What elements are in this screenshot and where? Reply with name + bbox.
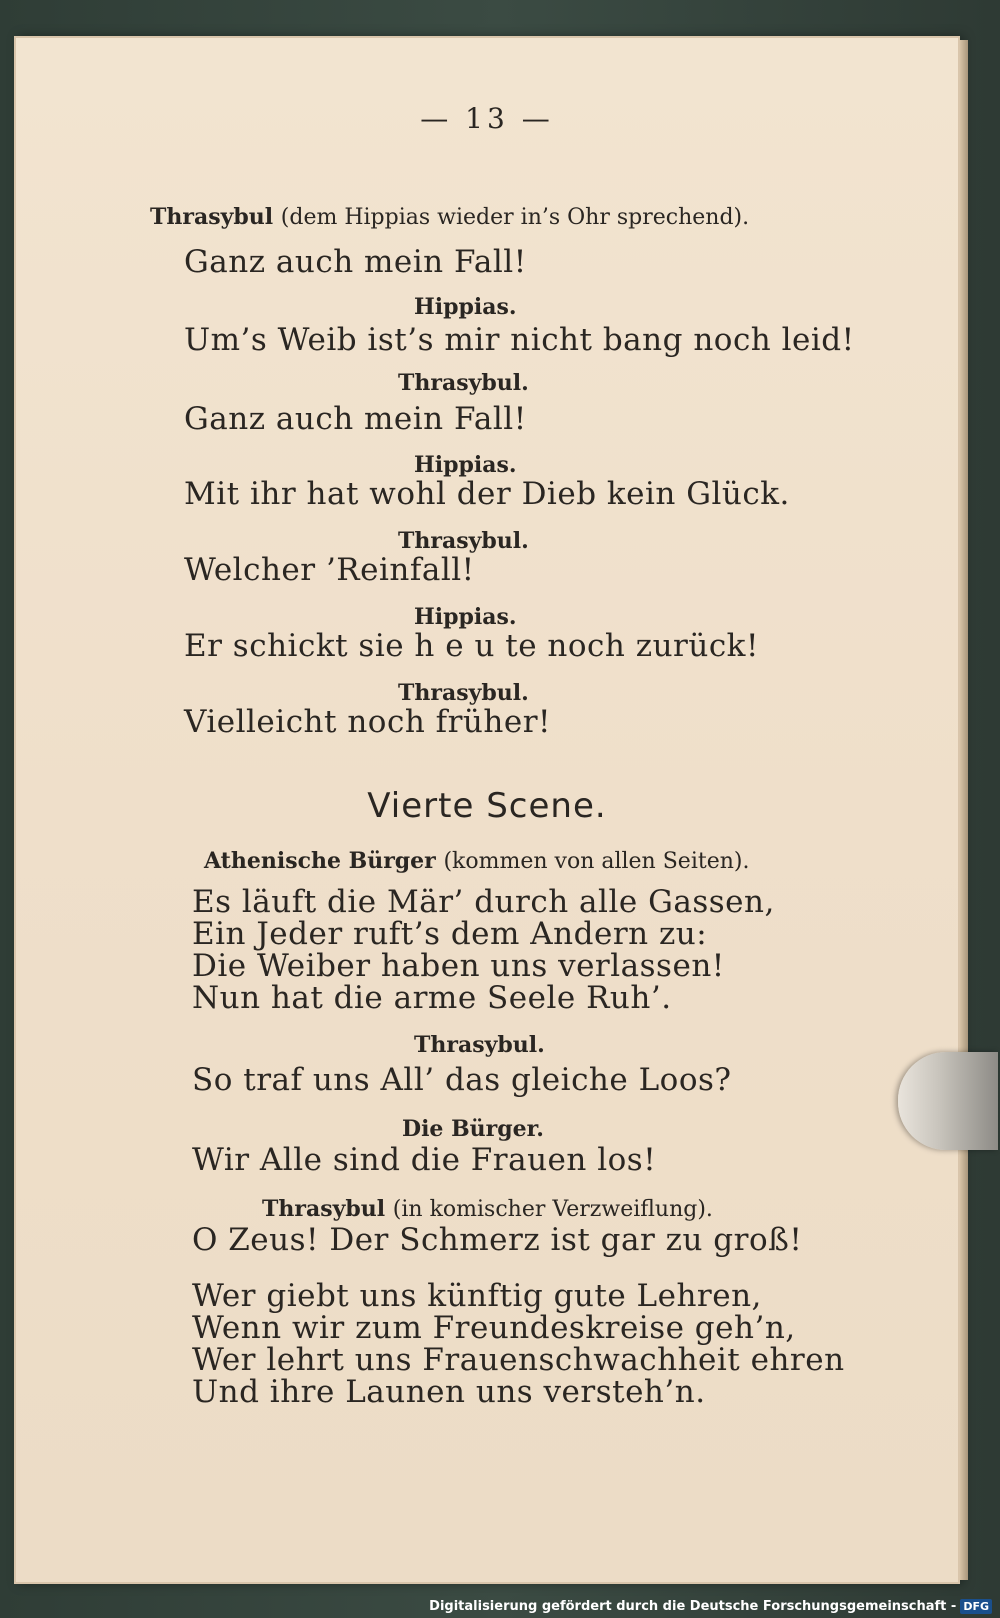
verse-line: Die Weiber haben uns verlassen! [192,948,725,984]
verse-line: Welcher ’Reinfall! [184,552,475,588]
speaker-heading [204,848,749,874]
verse-line: Wer giebt uns künftig gute Lehren, [192,1278,762,1314]
speaker-heading: Hippias. [414,452,517,478]
verse-line: So traf uns All’ das gleiche Loos? [192,1062,732,1098]
page-edge [960,40,968,1580]
page-clip [898,1052,998,1150]
verse-line: Ganz auch mein Fall! [184,401,527,437]
verse-line: Wer lehrt uns Frauenschwachheit ehren [192,1342,845,1378]
stage-direction: (dem Hippias wieder in’s Ohr sprechend). [280,205,750,230]
verse-line: Ganz auch mein Fall! [184,244,527,280]
dfg-logo-icon: DFG [960,1599,992,1614]
scene-title: Vierte Scene. [367,786,607,826]
stage-direction: (kommen von allen Seiten). [443,849,750,874]
verse-line: Nun hat die arme Seele Ruh’. [192,980,672,1016]
speaker-heading: Hippias. [414,604,517,630]
speaker-heading [262,1196,713,1222]
verse-line: Wir Alle sind die Frauen los! [192,1142,657,1178]
digitization-footer [429,1599,992,1614]
speaker-heading: Thrasybul. [398,370,529,396]
speaker-name: Athenische Bürger [204,848,436,874]
speaker-heading [150,204,749,230]
speaker-heading: Thrasybul. [414,1032,545,1058]
footer-text: Digitalisierung gefördert durch die Deutsche Forschungsgemeinschaft - [429,1599,957,1614]
speaker-heading: Hippias. [414,294,517,320]
verse-line: Und ihre Launen uns versteh’n. [192,1374,706,1410]
verse-line: Wenn wir zum Freundeskreise geh’n, [192,1310,796,1346]
speaker-heading: Thrasybul. [398,528,529,554]
speaker-name: Thrasybul [262,1196,386,1222]
verse-line: O Zeus! Der Schmerz ist gar zu groß! [192,1222,803,1258]
verse-line: Vielleicht noch früher! [184,704,551,740]
verse-line: Ein Jeder ruft’s dem Andern zu: [192,916,708,952]
speaker-name: Thrasybul [150,204,274,230]
verse-line: Es läuft die Mär’ durch alle Gassen, [192,884,775,920]
verse-line: Um’s Weib ist’s mir nicht bang noch leid! [184,322,855,358]
verse-line: Er schickt sie h e u te noch zurück! [184,628,759,664]
speaker-heading: Thrasybul. [398,680,529,706]
verse-line: Mit ihr hat wohl der Dieb kein Glück. [184,476,790,512]
book-page [14,36,960,1584]
page-number: — 13 — [420,102,554,135]
speaker-heading: Die Bürger. [402,1116,544,1142]
stage-direction: (in komischer Verzweiflung). [392,1197,713,1222]
